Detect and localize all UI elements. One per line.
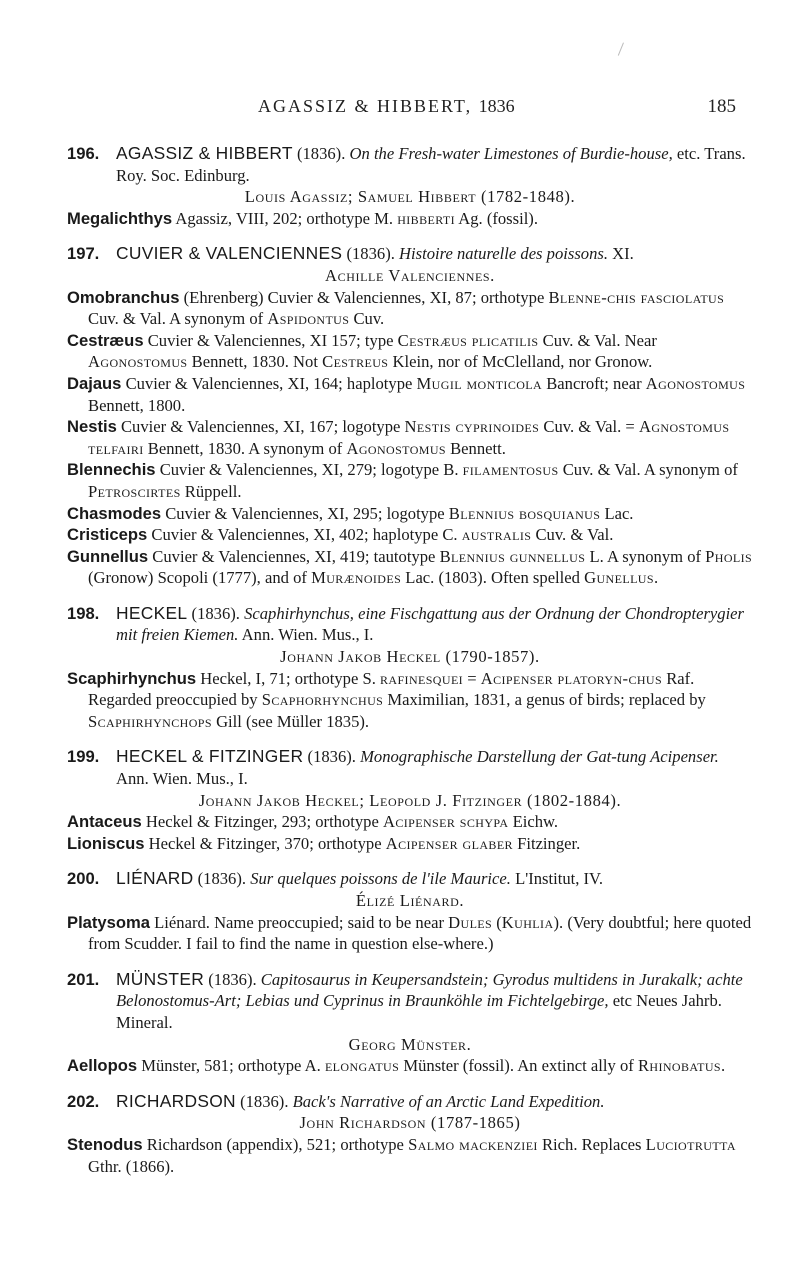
genus-text: ). (Very doubtful; here quoted from Scudder. I fail to find the name in question else-where.) bbox=[88, 912, 752, 954]
genus-text: Bennett. bbox=[445, 438, 506, 458]
entry-author: MÜNSTER bbox=[116, 968, 205, 989]
genus-text: Heckel & Fitzinger, 370; orthotype bbox=[148, 833, 386, 853]
genus-entry bbox=[67, 416, 753, 459]
genus-text: ( bbox=[492, 912, 502, 932]
catalog-entry bbox=[67, 746, 753, 854]
entry-year: (1836). bbox=[240, 1091, 289, 1111]
genus-name: Gunnellus bbox=[67, 546, 149, 566]
running-head: AGASSIZ & HIBBERT, 1836 bbox=[258, 96, 515, 116]
genus-text: Richardson (appendix), 521; orthotype bbox=[146, 1134, 409, 1154]
stray-pencil-mark bbox=[618, 42, 633, 59]
genus-text: Cuv. & Val. bbox=[531, 525, 614, 545]
entry-author: HECKEL & FITZINGER bbox=[116, 746, 304, 767]
taxon-name: Salmo mackenziei bbox=[408, 1134, 538, 1154]
genus-entry bbox=[67, 459, 753, 502]
genus-text: Raf. Regarded preoccupied by bbox=[88, 668, 695, 710]
taxon-name: Blennius bosquianus bbox=[448, 503, 601, 523]
entry-citation: Ann. Wien. Mus., I. bbox=[241, 625, 374, 645]
author-names: Johann Jakob Heckel (1790-1857). bbox=[280, 647, 540, 667]
catalog-entry bbox=[67, 868, 753, 954]
genus-text: Bennett, 1800. bbox=[88, 395, 186, 415]
genus-text: Cuvier & Valenciennes, XI, 167; logotype bbox=[120, 417, 405, 437]
entry-author: LIÉNARD bbox=[116, 868, 194, 889]
genus-name: Scaphirhynchus bbox=[67, 668, 197, 688]
entry-title: Histoire naturelle des poissons. bbox=[399, 244, 608, 264]
taxon-name: Agonostomus bbox=[88, 352, 188, 372]
genus-entry bbox=[67, 546, 753, 589]
taxon-name: hibberti bbox=[397, 208, 456, 228]
entry-author: CUVIER & VALENCIENNES bbox=[116, 243, 343, 264]
entry-title: Monographische Darstellung der Gat-tung Acipenser. bbox=[360, 747, 719, 767]
genus-name: Nestis bbox=[67, 417, 117, 437]
entry-year: (1836). bbox=[296, 144, 346, 163]
genus-text: Lac. (1803). Often spelled bbox=[401, 568, 585, 588]
entry-title: Capitosaurus in Keupersandstein; Gyrodus multidens in Jurakalk; achte Belonostomus-Art; Lebias und Cyprinus in Braunköhle im Fichtelgebirge, bbox=[116, 969, 743, 1011]
entry-title: Back's Narrative of an Arctic Land Expedition. bbox=[292, 1091, 605, 1111]
genus-entry bbox=[67, 811, 753, 833]
taxon-name: Scaphirhynchops bbox=[88, 711, 212, 731]
taxon-name: Aspidontus bbox=[267, 309, 350, 329]
taxon-name: Luciotrutta bbox=[645, 1134, 736, 1154]
taxon-name: rafinesquei bbox=[380, 668, 464, 688]
entry-number: 199. bbox=[67, 747, 100, 767]
genus-text: Cuvier & Valenciennes, XI, 295; logotype bbox=[165, 503, 449, 523]
genus-text: Klein, nor of McClelland, nor Gronow. bbox=[388, 352, 653, 372]
author-names: John Richardson (1787-1865) bbox=[299, 1113, 521, 1133]
genus-name: Antaceus bbox=[67, 812, 142, 832]
author-names: Achille Valenciennes. bbox=[325, 265, 495, 285]
catalog-entry bbox=[67, 243, 753, 589]
genus-text: Rüppell. bbox=[180, 481, 242, 501]
taxon-name: Scaphorhynchus bbox=[261, 690, 384, 710]
genus-text: Cuv. bbox=[349, 309, 385, 329]
entry-title: Scaphirhynchus, eine Fischgattung aus der Ordnung der Chondropterygier mit freien Kiemen. bbox=[116, 603, 745, 645]
genus-text: Agassiz, VIII, 202; orthotype M. bbox=[175, 208, 398, 228]
genus-entry bbox=[67, 208, 753, 230]
genus-text: Rich. Replaces bbox=[537, 1134, 646, 1154]
genus-text: = bbox=[463, 668, 481, 688]
genus-text: Cuv. & Val. A synonym of bbox=[558, 460, 738, 480]
genus-name: Stenodus bbox=[67, 1134, 143, 1154]
entry-citation: XI. bbox=[612, 244, 634, 264]
genus-name: Blennechis bbox=[67, 460, 156, 480]
entry-number: 197. bbox=[67, 244, 100, 264]
entry-author: AGASSIZ & HIBBERT bbox=[116, 143, 293, 163]
genus-name: Cestræus bbox=[67, 330, 144, 350]
catalog-entry bbox=[67, 969, 753, 1077]
genus-text: Gill (see Müller 1835). bbox=[211, 711, 370, 731]
catalog-entry bbox=[67, 143, 753, 229]
entry-number: 200. bbox=[67, 869, 100, 889]
entry-heading bbox=[67, 1091, 753, 1113]
genus-name: Lioniscus bbox=[67, 833, 145, 853]
taxon-name: Acipenser schypa bbox=[383, 812, 509, 832]
entry-author: HECKEL bbox=[116, 602, 188, 623]
entry-heading bbox=[67, 969, 753, 1034]
genus-text: Cuvier & Valenciennes, XI 157; type bbox=[147, 330, 398, 350]
genus-entry bbox=[67, 287, 753, 330]
genus-text: (Gronow) Scopoli (1777), and of bbox=[88, 568, 312, 588]
taxon-name: filamentosus bbox=[462, 460, 559, 480]
taxon-name: Mugil monticola bbox=[416, 373, 543, 393]
entry-heading bbox=[67, 746, 753, 789]
genus-text: . bbox=[721, 1056, 726, 1076]
genus-entry bbox=[67, 668, 753, 733]
genus-entry bbox=[67, 1055, 753, 1077]
entry-year: (1836). bbox=[197, 869, 247, 889]
genus-name: Megalichthys bbox=[67, 208, 173, 228]
genus-name: Aellopos bbox=[67, 1056, 138, 1076]
author-names: Georg Münster. bbox=[348, 1034, 472, 1054]
genus-text: (Ehrenberg) Cuvier & Valenciennes, XI, 87; orthotype bbox=[183, 287, 549, 307]
taxon-name: Blenne-chis fasciolatus bbox=[548, 287, 725, 307]
entry-citation: etc. Trans. Roy. Soc. Edinburg. bbox=[116, 144, 746, 185]
genus-text: Münster, 581; orthotype A. bbox=[141, 1056, 325, 1076]
author-names: Johann Jakob Heckel; Leopold J. Fitzinger (1802-1884). bbox=[198, 790, 622, 810]
entry-title: Sur quelques poissons de l'ile Maurice. bbox=[250, 869, 511, 889]
entry-number: 202. bbox=[67, 1091, 100, 1111]
genus-entry bbox=[67, 373, 753, 416]
taxon-name: Pholis bbox=[705, 546, 753, 566]
catalog-entry bbox=[67, 1091, 753, 1177]
taxon-name: Rhinobatus bbox=[637, 1056, 722, 1076]
genus-text: Heckel, I, 71; orthotype S. bbox=[200, 668, 380, 688]
taxon-name: Acipenser platoryn-chus bbox=[480, 668, 663, 688]
genus-entry bbox=[67, 503, 753, 525]
genus-entry bbox=[67, 330, 753, 373]
taxon-name: Gunellus bbox=[584, 568, 654, 588]
genus-text: Bancroft; near bbox=[542, 373, 646, 393]
author-names: Élizé Liénard. bbox=[355, 891, 465, 910]
genus-text: Lac. bbox=[600, 503, 634, 523]
taxon-name: Cestreus bbox=[322, 352, 389, 372]
taxon-name: Agonostomus bbox=[645, 373, 746, 393]
taxon-name: Acipenser glaber bbox=[385, 833, 513, 853]
taxon-name: Murænoides bbox=[311, 568, 402, 588]
genus-text: Bennett, 1830. A synonym of bbox=[143, 438, 347, 458]
genus-text: Cuv. & Val. = bbox=[539, 417, 639, 437]
genus-text: Bennett, 1830. Not bbox=[187, 352, 323, 372]
genus-text: Gthr. (1866). bbox=[88, 1156, 175, 1176]
genus-text: Fitzinger. bbox=[512, 833, 581, 853]
genus-name: Chasmodes bbox=[67, 503, 162, 523]
entry-number: 196. bbox=[67, 144, 100, 163]
entry-citation: etc Neues Jahrb. Mineral. bbox=[116, 991, 722, 1032]
genus-text: Liénard. Name preoccupied; said to be near bbox=[154, 912, 449, 932]
genus-name: Omobranchus bbox=[67, 287, 180, 307]
taxon-name: Agonostomus bbox=[346, 438, 446, 458]
entry-number: 198. bbox=[67, 603, 100, 623]
entry-heading bbox=[67, 868, 753, 890]
page-number: 185 bbox=[707, 96, 736, 117]
catalog-entry bbox=[67, 603, 753, 733]
genus-entry bbox=[67, 1134, 753, 1177]
entry-year: (1836). bbox=[307, 747, 356, 767]
author-names: Louis Agassiz; Samuel Hibbert (1782-1848). bbox=[244, 187, 576, 207]
taxon-name: Kuhlia bbox=[501, 912, 554, 932]
genus-name: Cristiceps bbox=[67, 525, 148, 545]
running-header bbox=[258, 96, 736, 120]
entry-year: (1836). bbox=[208, 969, 257, 989]
running-head-year: 1836 bbox=[478, 96, 515, 116]
taxon-name: australis bbox=[461, 525, 532, 545]
genus-text: Eichw. bbox=[508, 812, 559, 832]
taxon-name: Dules bbox=[448, 912, 493, 932]
genus-name: Platysoma bbox=[67, 912, 151, 932]
genus-text: Cuvier & Valenciennes, XI, 402; haplotype C. bbox=[151, 525, 462, 545]
taxon-name: Agnostomus telfairi bbox=[88, 417, 730, 458]
genus-text: Ag. (fossil). bbox=[455, 208, 538, 228]
genus-text: L. A synonym of bbox=[585, 546, 706, 566]
entry-heading bbox=[67, 143, 753, 186]
entry-title: On the Fresh-water Limestones of Burdie-house, bbox=[349, 144, 673, 163]
entry-citation: L'Institut, IV. bbox=[515, 869, 604, 889]
entry-year: (1836). bbox=[346, 244, 395, 264]
genus-text: . bbox=[653, 568, 659, 588]
genus-entry bbox=[67, 524, 753, 546]
genus-text: Heckel & Fitzinger, 293; orthotype bbox=[145, 812, 383, 832]
genus-text: Cuv. & Val. A synonym of bbox=[88, 309, 268, 329]
genus-text: Münster (fossil). An extinct ally of bbox=[399, 1056, 638, 1076]
entry-citation: Ann. Wien. Mus., I. bbox=[116, 769, 248, 789]
genus-text: Maximilian, 1831, a genus of birds; replaced by bbox=[383, 690, 706, 710]
taxon-name: elongatus bbox=[324, 1056, 400, 1076]
entry-heading bbox=[67, 243, 753, 265]
entry-heading bbox=[67, 603, 753, 646]
genus-text: Cuv. & Val. Near bbox=[538, 330, 657, 350]
genus-entry bbox=[67, 912, 753, 955]
genus-text: Cuvier & Valenciennes, XI, 279; logotype B. bbox=[159, 460, 463, 480]
entry-year: (1836). bbox=[191, 603, 240, 623]
genus-text: Cuvier & Valenciennes, XI, 419; tautotype bbox=[152, 546, 440, 566]
taxon-name: Cestræus plicatilis bbox=[397, 330, 539, 350]
genus-text: Cuvier & Valenciennes, XI, 164; haplotype bbox=[125, 373, 417, 393]
catalog-entries bbox=[67, 143, 753, 1191]
taxon-name: Blennius gunnellus bbox=[439, 546, 586, 566]
taxon-name: Petroscirtes bbox=[88, 481, 181, 501]
entry-number: 201. bbox=[67, 969, 100, 989]
entry-author: RICHARDSON bbox=[116, 1090, 236, 1111]
genus-name: Dajaus bbox=[67, 373, 122, 393]
taxon-name: Nestis cyprinoides bbox=[404, 417, 540, 437]
genus-entry bbox=[67, 833, 753, 855]
